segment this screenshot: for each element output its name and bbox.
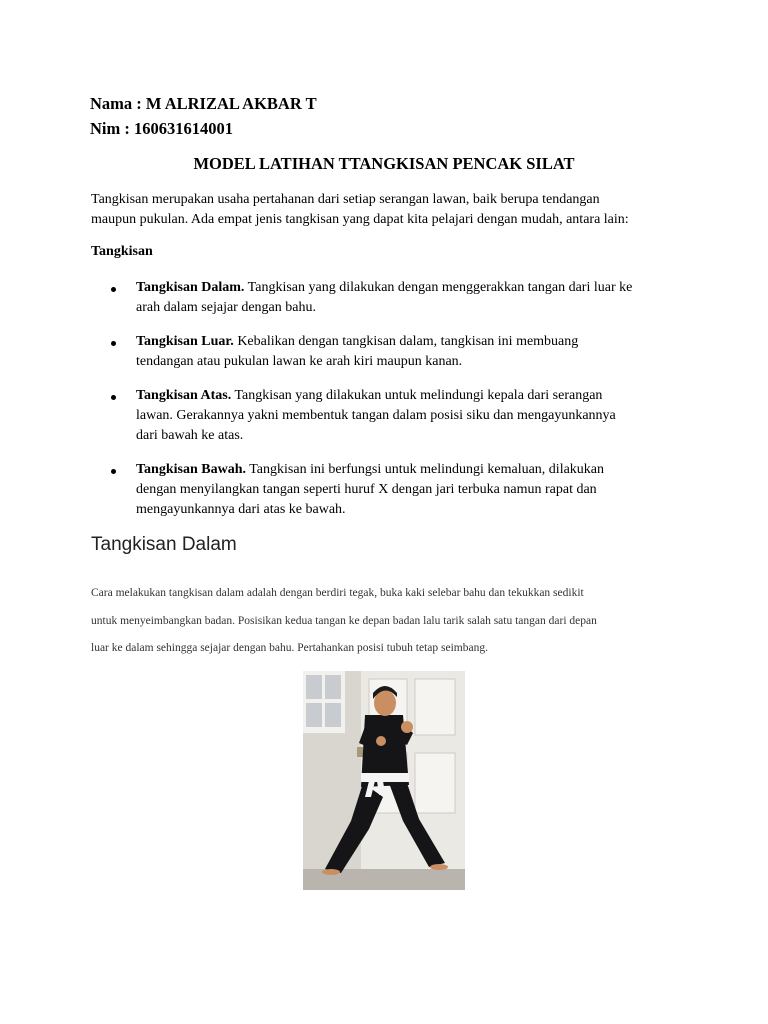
photo-illustration	[303, 671, 465, 890]
bullet-text	[136, 460, 681, 520]
bullet-dot-icon	[111, 341, 116, 346]
bullet-term: Tangkisan Atas.	[136, 388, 232, 403]
bullet-dot-icon	[111, 395, 116, 400]
bullet-line: Tangkisan yang dilakukan dengan menggerakkan tangan dari luar ke	[244, 280, 633, 295]
method-line: untuk menyeimbangkan badan. Posisikan kedua tangan ke depan badan lalu tarik salah satu tangan dari depan	[91, 614, 597, 627]
intro-line: maupun pukulan. Ada empat jenis tangkisan yang dapat kita pelajari dengan mudah, antara lain:	[91, 212, 629, 227]
bullet-line: dari bawah ke atas.	[136, 428, 244, 443]
method-line: Cara melakukan tangkisan dalam adalah dengan berdiri tegak, buka kaki selebar bahu dan tekukkan sedikit	[91, 587, 584, 599]
method-line: luar ke dalam sehingga sejajar dengan bahu. Pertahankan posisi tubuh tetap seimbang.	[91, 642, 488, 654]
bullet-line: Tangkisan yang dilakukan untuk melindungi kepala dari serangan	[231, 388, 603, 403]
bullet-term: Tangkisan Luar.	[136, 334, 234, 349]
bullet-line: dengan menyilangkan tangan seperti huruf X dengan jari terbuka namun rapat dan	[136, 482, 597, 497]
bullet-dot-icon	[111, 287, 116, 292]
bullet-text	[136, 386, 681, 446]
bullet-line: Tangkisan ini berfungsi untuk melindungi kemaluan, dilakukan	[245, 462, 605, 477]
document-title: MODEL LATIHAN TTANGKISAN PENCAK SILAT	[193, 154, 575, 173]
bullet-text	[136, 278, 681, 318]
bullet-line: lawan. Gerakannya yakni membentuk tangan dalam posisi siku dan mengayunkannya	[136, 408, 616, 423]
bullet-line: tendangan atau pukulan lawan ke arah kiri maupun kanan.	[136, 354, 463, 369]
student-nim: Nim : 160631614001	[90, 119, 233, 138]
bullet-dot-icon	[111, 469, 116, 474]
method-paragraph	[91, 582, 681, 665]
tangkisan-subheading: Tangkisan	[91, 244, 153, 259]
bullet-text	[136, 332, 681, 372]
bullet-term: Tangkisan Bawah.	[136, 462, 246, 477]
bullet-line: mengayunkannya dari atas ke bawah.	[136, 502, 346, 517]
martial-arts-photo	[303, 671, 465, 890]
student-name: Nama : M ALRIZAL AKBAR T	[90, 94, 317, 113]
section-heading: Tangkisan Dalam	[91, 534, 237, 555]
bullet-line: arah dalam sejajar dengan bahu.	[136, 300, 316, 315]
bullet-line: Kebalikan dengan tangkisan dalam, tangkisan ini membuang	[233, 334, 579, 349]
intro-line: Tangkisan merupakan usaha pertahanan dari setiap serangan lawan, baik berupa tendangan	[91, 192, 600, 207]
intro-paragraph	[91, 190, 681, 230]
bullet-term: Tangkisan Dalam.	[136, 280, 245, 295]
